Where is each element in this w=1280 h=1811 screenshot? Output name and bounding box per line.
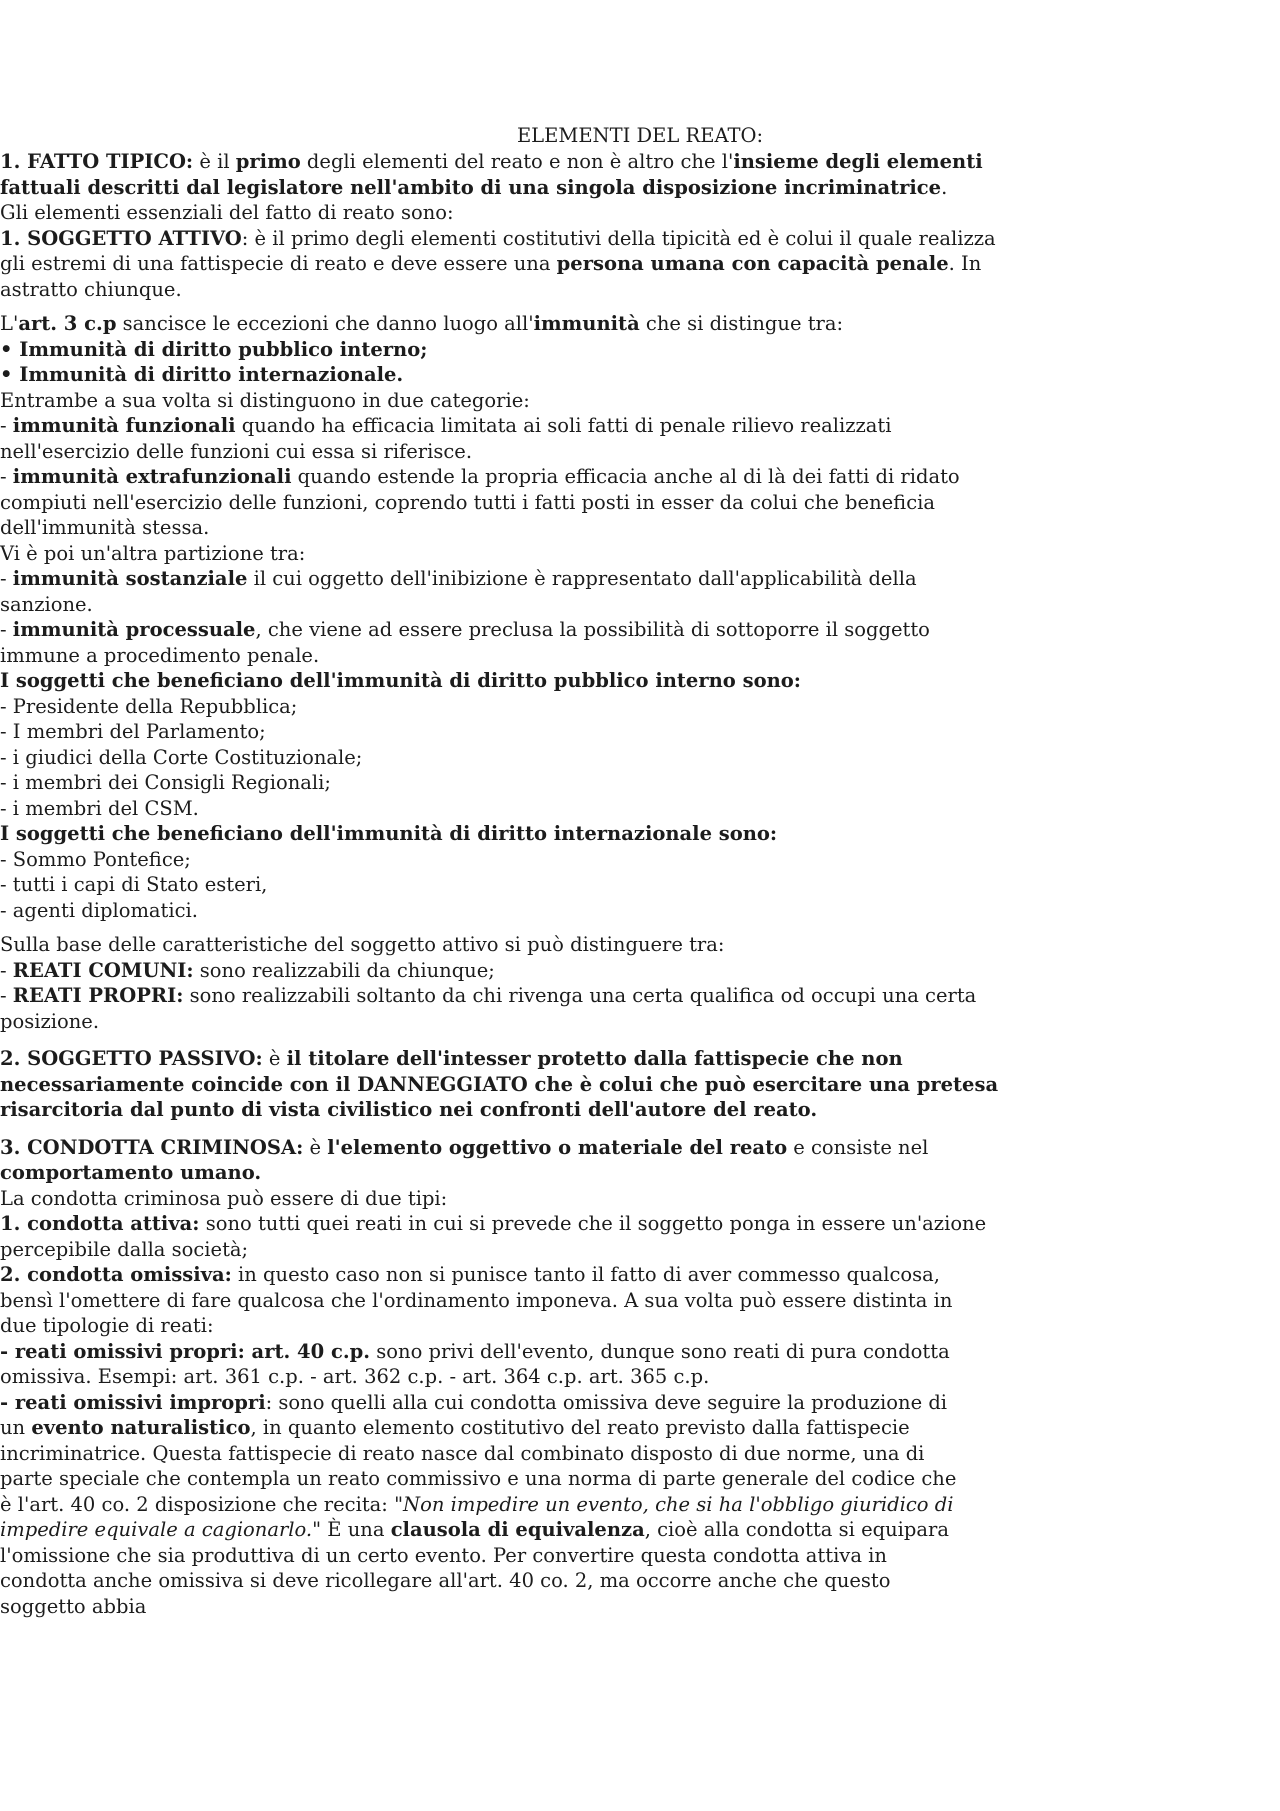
section-number: 1. SOGGETTO ATTIVO [0, 226, 242, 250]
list-item: - i membri dei Consigli Regionali; [0, 771, 331, 794]
omissivi-impropri-item: - reati omissivi impropri: sono quelli alla cui condotta omissiva deve seguire la produzione di un evento naturalistico, in quanto elemento costitutivo del reato previsto dalla fattispecie incriminatrice. Questa fattispecie di reato nasce dal combinato disposto di due norme, una di parte speciale che contempla un reato commissivo e una norma di parte generale del codice che è l'art. 40 co. 2 disposizione che recita: "Non impedire un evento, che si ha l'obbligo giuridico di impedire equivale a cagionarlo." È una clausola di equivalenza, cioè alla condotta si equipara l'omissione che sia produttiva di un certo evento. Per convertire questa condotta attiva in condotta anche omissiva si deve ricollegare all'art. 40 co. 2, ma occorre anche che questo soggetto abbia [0, 1390, 957, 1618]
extrafunzionali-item: - immunità extrafunzionali quando estende la propria efficacia anche al di là dei fatti di ridato compiuti nell'esercizio delle funzioni, coprendo tutti i fatti posti in esser da colui che beneficia dell'immunità stessa. [0, 465, 960, 539]
fatto-tipico-paragraph: 1. FATTO TIPICO: è il primo degli elementi del reato e non è altro che l'insieme degli elementi fattuali descritti dal legislatore nell'ambito di una singola disposizione incriminatrice. [0, 150, 983, 199]
section-number: 2. SOGGETTO PASSIVO: [0, 1047, 263, 1070]
section-number: 3. CONDOTTA CRIMINOSA: [0, 1135, 304, 1159]
partizione-intro: Vi è poi un'altra partizione tra: [0, 541, 306, 565]
quoted-article: "Non impedire un evento, che si ha l'obbligo giuridico di impedire equivale a cagionarlo." [0, 1492, 954, 1541]
internazionale-heading: I soggetti che beneficiano dell'immunità di diritto internazionale sono: [0, 822, 778, 845]
bullet-item: • Immunità di diritto pubblico interno; [0, 337, 428, 361]
soggetto-passivo-paragraph: 2. SOGGETTO PASSIVO: è il titolare dell'intesser protetto dalla fattispecie che non necessariamente coincide con il DANNEGGIATO che è colui che può esercitare una pretesa risarcitoria dal punto di vista civilistico nei confronti dell'autore del reato. [0, 1047, 999, 1121]
list-item: - I membri del Parlamento; [0, 720, 266, 743]
list-item: - Presidente della Repubblica; [0, 694, 298, 718]
caratteristiche-intro: Sulla base delle caratteristiche del soggetto attivo si può distinguere tra: [0, 933, 725, 956]
processuale-item: - immunità processuale, che viene ad essere preclusa la possibilità di sottoporre il soggetto immune a procedimento penale. [0, 618, 930, 667]
elements-intro: Gli elementi essenziali del fatto di reato sono: [0, 201, 454, 224]
bullet-item: • Immunità di diritto internazionale. [0, 363, 404, 386]
sostanziale-item: - immunità sostanziale il cui oggetto dell'inibizione è rappresentato dall'applicabilità della sanzione. [0, 567, 917, 616]
condotta-tipi-intro: La condotta criminosa può essere di due tipi: [0, 1186, 448, 1210]
list-item: - i giudici della Corte Costituzionale; [0, 745, 363, 769]
list-item: - tutti i capi di Stato esteri, [0, 873, 268, 896]
section-number: 1. FATTO TIPICO: [0, 150, 194, 173]
list-item: - i membri del CSM. [0, 796, 199, 820]
condotta-paragraph: 3. CONDOTTA CRIMINOSA: è l'elemento oggettivo o materiale del reato e consiste nel comportamento umano. [0, 1135, 929, 1184]
page-title: ELEMENTI DEL REATO: [516, 124, 764, 147]
condotta-attiva-item: 1. condotta attiva: sono tutti quei reati in cui si prevede che il soggetto ponga in essere un'azione percepibile dalla società; [0, 1212, 987, 1261]
funzionali-item: - immunità funzionali quando ha efficacia limitata ai soli fatti di penale rilievo realizzati nell'esercizio delle funzioni cui essa si riferisce. [0, 414, 892, 463]
reati-propri-item: - REATI PROPRI: sono realizzabili soltanto da chi rivenga una certa qualifica od occupi una certa posizione. [0, 984, 977, 1033]
interno-heading: I soggetti che beneficiano dell'immunità di diritto pubblico interno sono: [0, 669, 801, 692]
art3-paragraph: L'art. 3 c.p sancisce le eccezioni che danno luogo all'immunità che si distingue tra: [0, 312, 844, 335]
document-body [0, 149, 1280, 1619]
list-item: - Sommo Pontefice; [0, 847, 191, 871]
reati-comuni-item: - REATI COMUNI: sono realizzabili da chiunque; [0, 958, 495, 982]
categories-intro: Entrambe a sua volta si distinguono in due categorie: [0, 388, 530, 412]
list-item: - agenti diplomatici. [0, 898, 198, 922]
omissivi-propri-item: - reati omissivi propri: art. 40 c.p. sono privi dell'evento, dunque sono reati di pura condotta omissiva. Esempi: art. 361 c.p. - art. 362 c.p. - art. 364 c.p. art. 365 c.p. [0, 1339, 950, 1388]
condotta-omissiva-item: 2. condotta omissiva: in questo caso non si punisce tanto il fatto di aver commesso qualcosa, bensì l'omettere di fare qualcosa che l'ordinamento imponeva. A sua volta può essere distinta in due tipologie di reati: [0, 1263, 953, 1337]
soggetto-attivo-paragraph: 1. SOGGETTO ATTIVO: è il primo degli elementi costitutivi della tipicità ed è colui il quale realizza gli estremi di una fattispecie di reato e deve essere una persona umana con capacità penale. In astratto chiunque. [0, 226, 996, 301]
